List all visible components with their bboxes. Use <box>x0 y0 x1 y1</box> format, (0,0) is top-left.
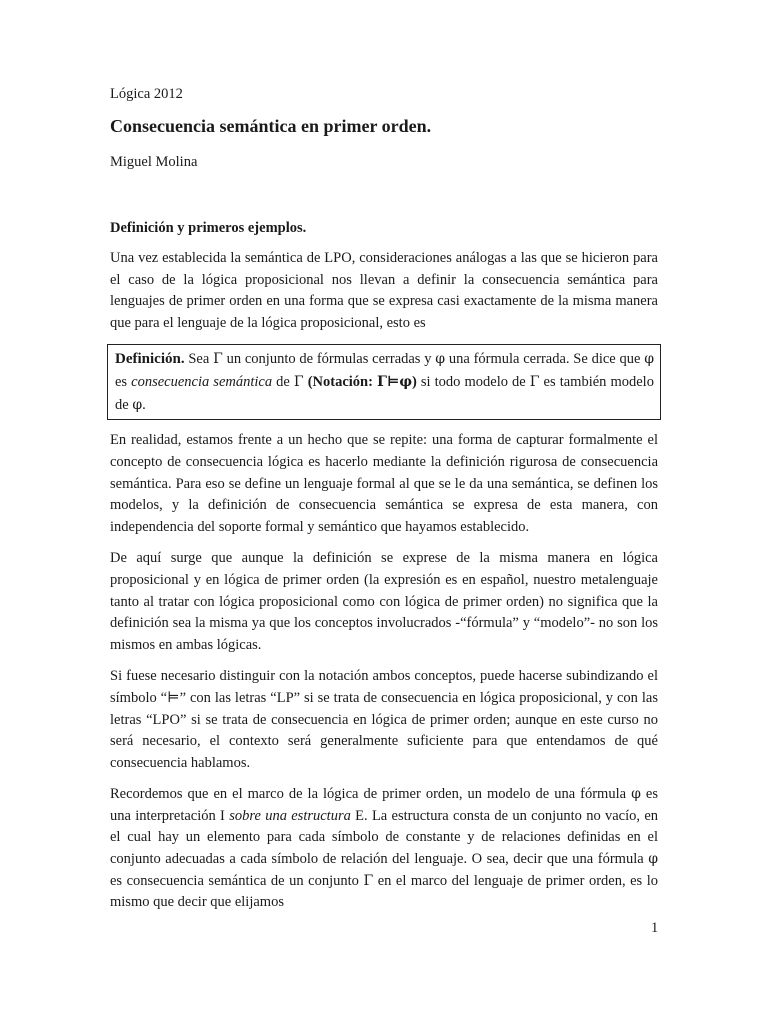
page-number: 1 <box>651 920 659 936</box>
body-paragraph: Si fuese necesario distinguir con la notación ambos conceptos, puede hacerse subindizando el símbolo “⊨” con las letras “LP” si se trata de consecuencia en lógica proposicional, y con las letras “LPO” si se trata de consecuencia en lógica de primer orden; aunque en este curso no será necesario, el contexto será generalmente suficiente para que entendamos de qué consecuencia hablamos. <box>110 668 658 771</box>
body-paragraph <box>110 784 658 914</box>
phi-symbol: φ <box>644 351 655 368</box>
gamma-symbol: Γ <box>293 374 304 391</box>
definition-text: Sea <box>184 351 214 368</box>
definition-text: una fórmula cerrada. Se dice que <box>445 351 645 368</box>
author-name: Miguel Molina <box>110 154 198 170</box>
definition-text: . <box>142 397 146 414</box>
paragraph-text: Recordemos que en el marco de la lógica de primer orden, un modelo de una fórmula <box>110 786 632 803</box>
definition-keyword: Definición. <box>115 351 185 368</box>
body-paragraph: En realidad, estamos frente a un hecho que se repite: una forma de capturar formalmente el concepto de consecuencia lógica es hacerlo mediante la definición rigurosa de consecuencia semántica. Para eso se define un lenguaje formal al que se le da una semántica, se definen los modelos, y la definición de consecuencia semántica se expresa de esta manera, con independencia del soporte formal y semántico que hayamos establecido. <box>110 432 658 535</box>
notation-open: (Notación: <box>303 374 377 391</box>
course-label: Lógica 2012 <box>110 86 183 102</box>
paragraph-text: en el marco del lenguaje de primer orden, es lo mismo que decir que elijamos <box>110 872 659 911</box>
definition-text: un conjunto de fórmulas cerradas y <box>222 351 436 368</box>
notation-close: ) <box>412 374 417 391</box>
document-page <box>110 84 658 924</box>
definition-box <box>107 344 661 420</box>
phi-symbol: φ <box>631 786 641 803</box>
definition-italic-term: consecuencia semántica <box>131 374 273 391</box>
definition-text: es también modelo de <box>115 374 654 414</box>
paragraph-italic-term: sobre una estructura <box>229 807 351 824</box>
gamma-symbol: Γ <box>529 374 540 391</box>
definition-text: si todo modelo de <box>416 374 530 391</box>
gamma-symbol: Γ <box>363 872 374 889</box>
paragraph-text: es consecuencia semántica de un conjunto <box>110 872 364 889</box>
body-paragraph: De aquí surge que aunque la definición se exprese de la misma manera en lógica proposicional y en lógica de primer orden (la expresión es en español, nuestro metalenguaje tanto al tratar con lógica proposicional como con lógica de primer orden) no significa que la definición sea la misma ya que los conceptos involucrados -“fórmula” y “modelo”- no son los mismos en ambas lógicas. <box>110 550 658 653</box>
gamma-symbol: Γ <box>213 351 223 368</box>
document-title: Consecuencia semántica en primer orden. <box>110 116 432 136</box>
notation-formula: Γ⊨φ <box>377 374 412 391</box>
intro-paragraph: Una vez establecida la semántica de LPO, consideraciones análogas a las que se hicieron para el caso de la lógica proposicional nos llevan a definir la consecuencia semántica para lenguajes de primer orden en una forma que se expresa casi exactamente de la misma manera que para el lenguaje de la lógica proposicional, esto es <box>110 250 658 331</box>
paragraph-text: es una interpretación I <box>110 786 658 824</box>
section-heading: Definición y primeros ejemplos. <box>110 220 307 236</box>
definition-text: es <box>115 374 132 391</box>
definition-text: de <box>272 374 294 391</box>
phi-symbol: φ <box>435 351 446 368</box>
paragraph-text: E. La estructura consta de un conjunto no vacío, en el cual hay un elemento para cada símbolo de constante y de relaciones definidas en el conjunto adecuadas a cada símbolo de relación del lenguaje. O sea, decir que una fórmula <box>110 807 659 868</box>
phi-symbol: φ <box>648 851 658 868</box>
phi-symbol: φ <box>132 397 143 414</box>
